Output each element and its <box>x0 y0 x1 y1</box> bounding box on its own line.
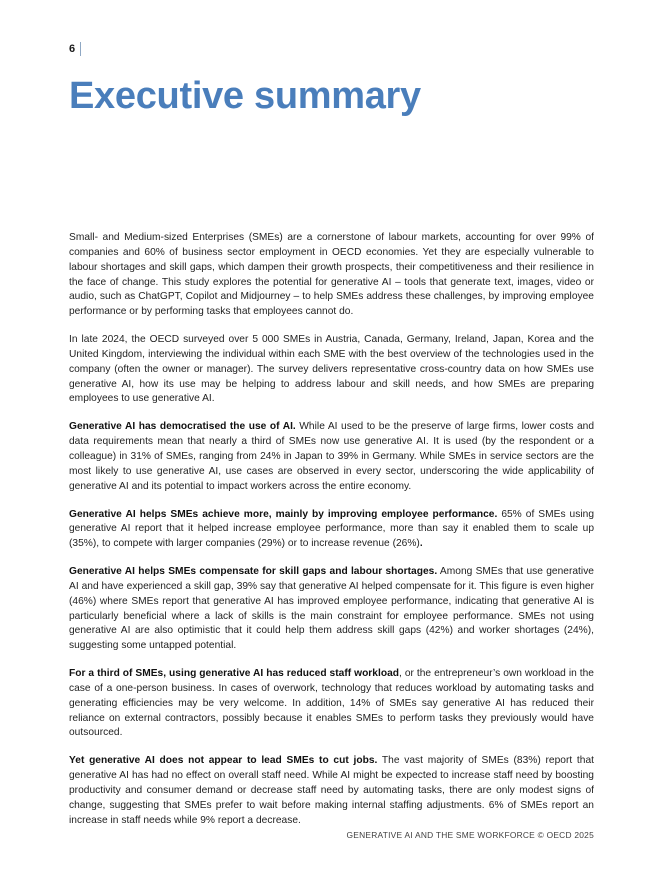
page-number: 6 <box>69 42 76 55</box>
paragraph-4 <box>69 508 594 553</box>
paragraph-4-lead: Generative AI helps SMEs achieve more, mainly by improving employee performance. <box>69 508 498 520</box>
paragraph-3-lead: Generative AI has democratised the use of AI. <box>69 421 296 433</box>
paragraph-1-text: Small- and Medium-sized Enterprises (SMEs) are a cornerstone of labour markets, accounting for over 99% of companies and 60% of business sector employment in OECD economies. Yet they are especially vulnerable to labour shortages and skill gaps, which dampen their growth prospects, their competitiveness and their resilience in the face of change. This study explores the potential for generative AI – tools that generate text, images, video or audio, such as ChatGPT, Copilot and Midjourney – to help SMEs address these challenges, by improving employee performance or by performing tasks that employees cannot do. <box>69 232 594 318</box>
paragraph-7 <box>69 754 594 828</box>
paragraph-4-text: 65% of SMEs using generative AI report that it helped increase employee performance, more than say it enabled them to scale up (35%), to compete with larger companies (29%) or to increase revenue (26%) <box>69 508 595 550</box>
body-content <box>69 231 594 829</box>
page-title: Executive summary <box>69 75 421 117</box>
header-divider <box>80 42 81 56</box>
page-header <box>69 42 81 56</box>
paragraph-2 <box>69 333 594 407</box>
paragraph-7-text: The vast majority of SMEs (83%) report that generative AI has had no effect on overall staff need. While AI might be expected to increase staff need by boosting productivity and consumer demand or decrease staff need by automating tasks, there are only modest signs of change, suggesting that SMEs prefer to wait before making internal staffing adjustments. 6% of SMEs report an increase in staff needs while 9% report a decrease. <box>69 755 595 826</box>
page-footer: GENERATIVE AI AND THE SME WORKFORCE © OECD 2025 <box>346 830 594 840</box>
paragraph-2-text: In late 2024, the OECD surveyed over 5 000 SMEs in Austria, Canada, Germany, Ireland, Japan, Korea and the United Kingdom, interviewing the individual within each SME with the best overview of the technologies used in the company (often the owner or manager). The survey delivers representative cross-country data on how SMEs use generative AI, how its use may be helping to address labour and skill needs, and how SMEs are preparing employees to use generative AI. <box>69 334 594 405</box>
paragraph-6-text: , or the entrepreneur’s own workload in the case of a one-person business. In cases of overwork, technology that reduces workload by automating tasks and generating efficiencies may be very welcome. In addition, 14% of SMEs say generative AI has reduced their reliance on external contractors, possibly because it enables SMEs to perform tasks they previously would have outsourced. <box>69 668 594 739</box>
paragraph-5-text: Among SMEs that use generative AI and have experienced a skill gap, 39% say that generative AI helped compensate for it. This figure is even higher (46%) where SMEs report that generative AI has improved employee performance, indicating that generative AI is particularly beneficial where a lack of skills is the main constraint for employee performance. SMEs not using generative AI are also optimistic that it could help them address skill gaps (42%) and worker shortages (24%), suggesting some untapped potential. <box>69 566 594 652</box>
paragraph-5 <box>69 565 594 654</box>
paragraph-6-lead: For a third of SMEs, using generative AI has reduced staff workload <box>69 668 400 680</box>
paragraph-6 <box>69 667 594 741</box>
paragraph-4-tail: . <box>419 538 423 550</box>
paragraph-3 <box>69 420 594 494</box>
paragraph-1 <box>69 231 594 320</box>
paragraph-5-lead: Generative AI helps SMEs compensate for skill gaps and labour shortages. <box>69 566 438 578</box>
paragraph-3-text: While AI used to be the preserve of large firms, lower costs and data requirements mean that nearly a third of SMEs now use generative AI. It is used (by the respondent or a colleague) in 31% of SMEs, ranging from 24% in Japan to 39% in Germany. While SMEs in service sectors are the most likely to use generative AI, use cases are observed in every sector, underscoring the wide applicability of generative AI and its potential to impact workers across the entire economy. <box>69 421 595 492</box>
paragraph-7-lead: Yet generative AI does not appear to lead SMEs to cut jobs. <box>69 755 378 767</box>
